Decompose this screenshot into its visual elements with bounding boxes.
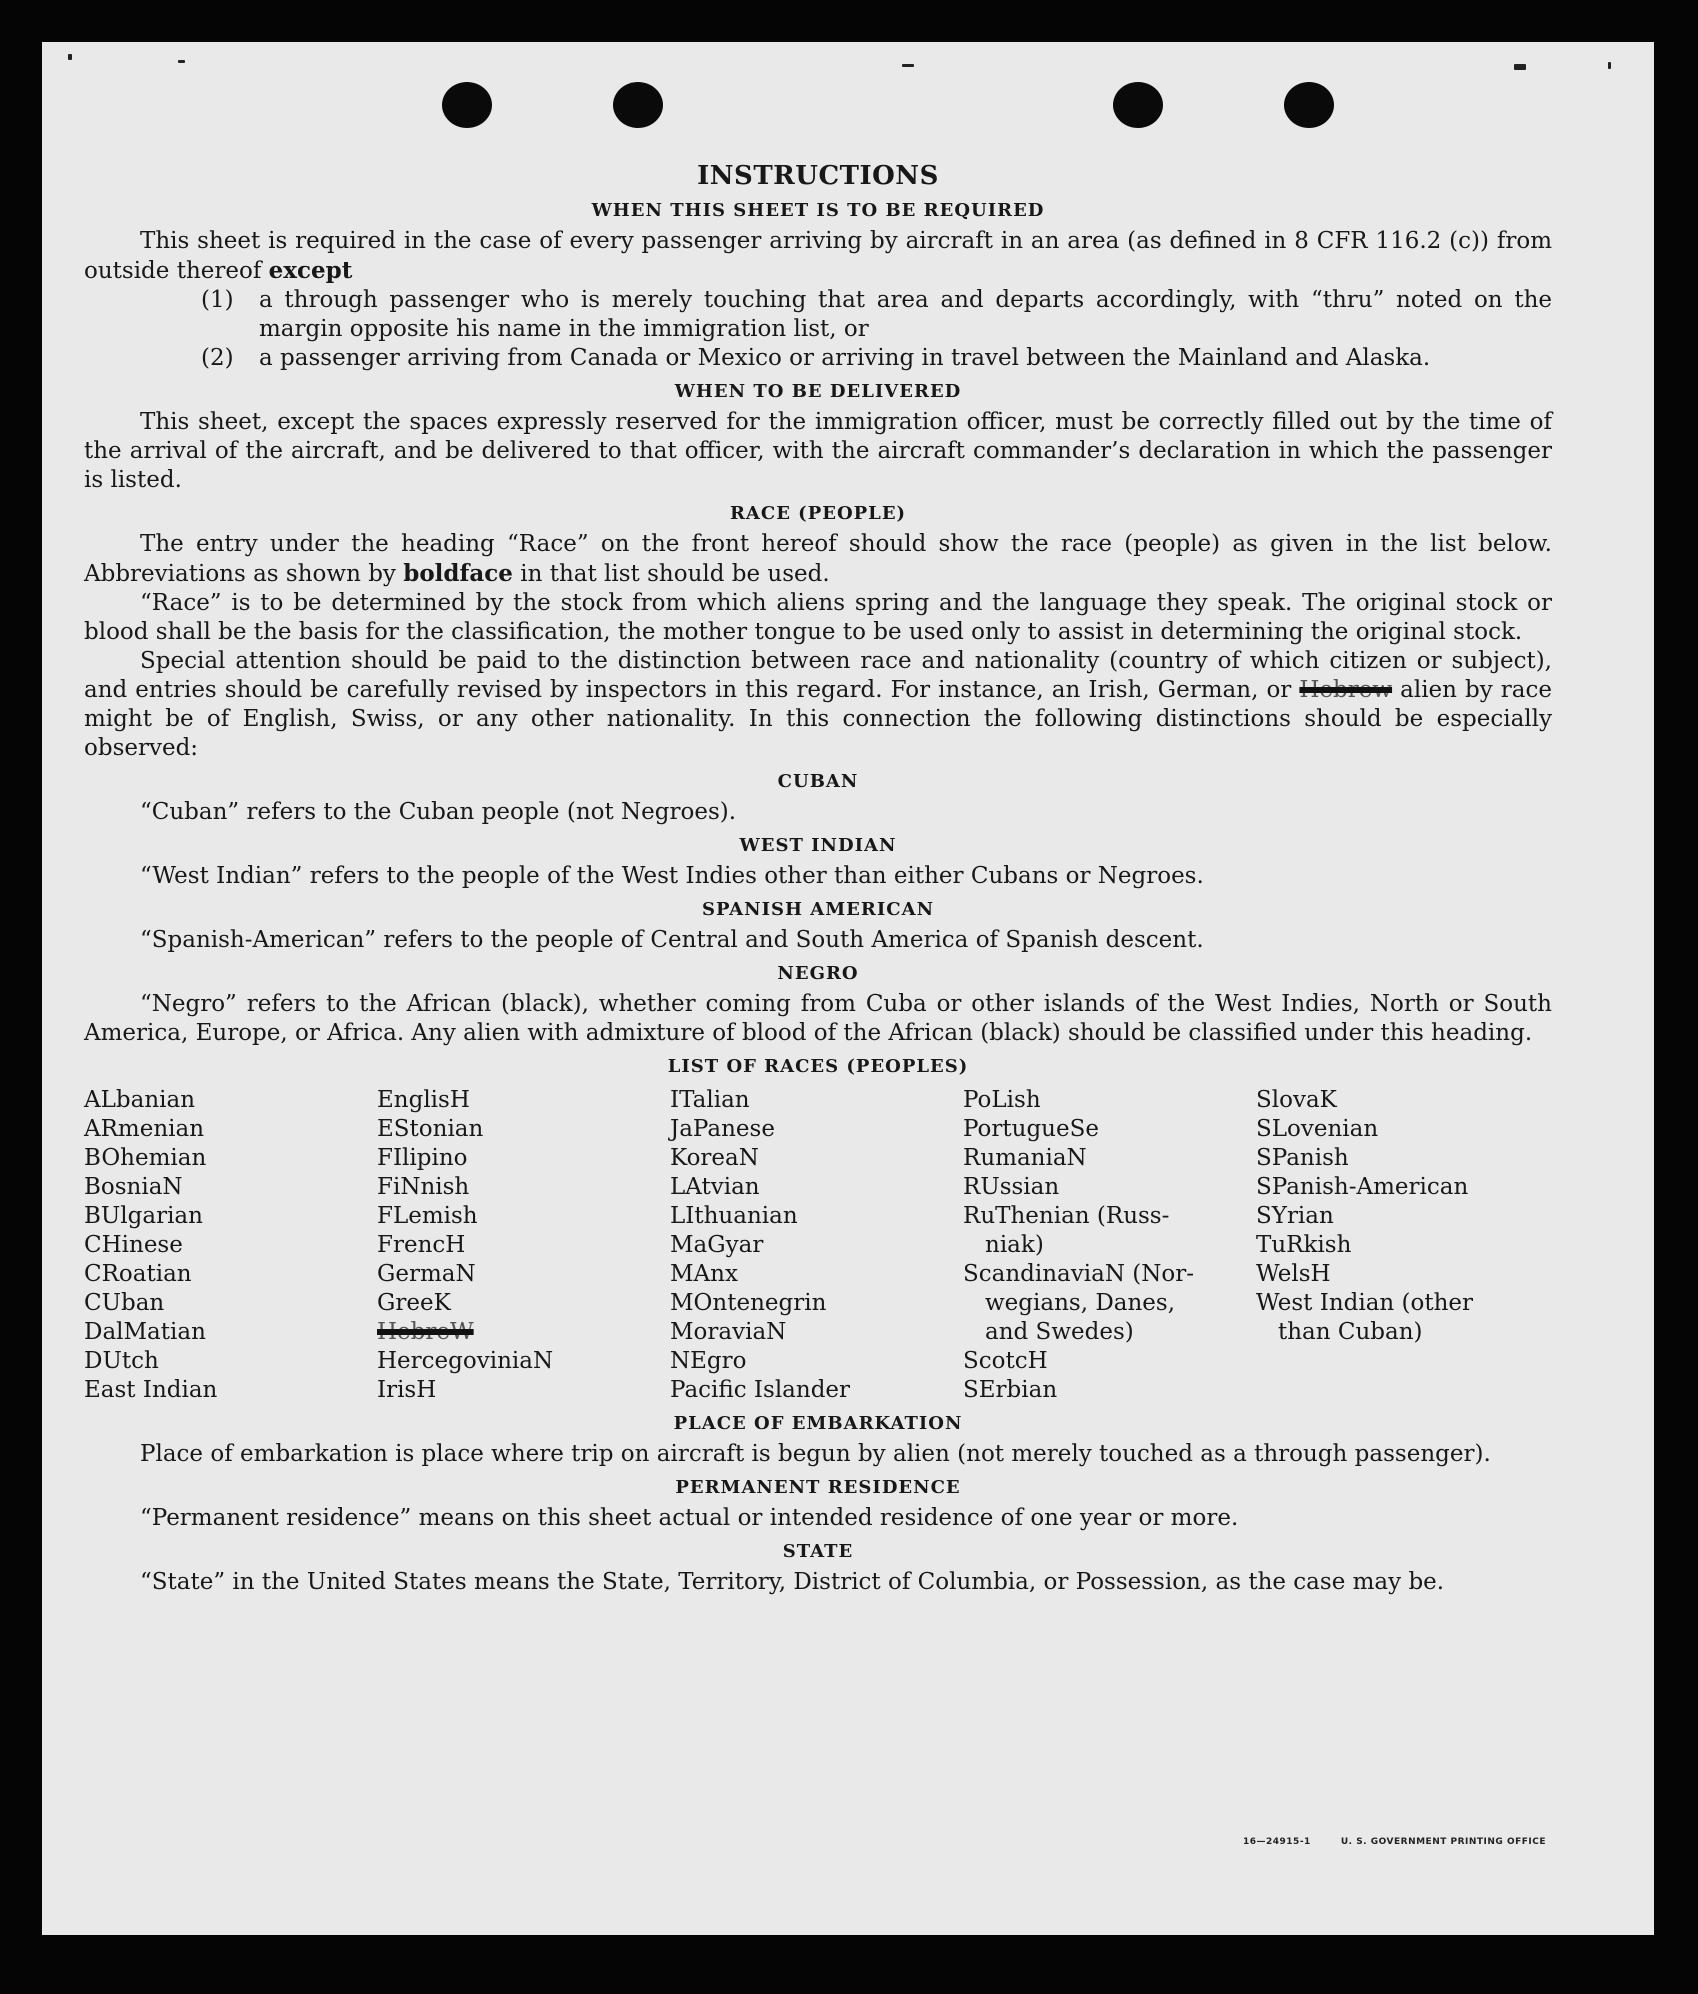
punch-hole xyxy=(1113,82,1163,128)
paragraph-cuban: “Cuban” refers to the Cuban people (not Negroes). xyxy=(140,799,737,825)
races-column-5 xyxy=(1256,1086,1549,1405)
race-entry: FiNnish xyxy=(377,1174,470,1200)
item-number: (2) xyxy=(201,345,234,371)
race-entry: Pacific Islander xyxy=(670,1377,851,1403)
races-column-2 xyxy=(377,1086,670,1405)
race-p3-b: alien by race might be of English, Swiss, or any other nationality. In this connection the following distinctions should be especially observed: xyxy=(84,677,1553,761)
race-entry: West Indian (other xyxy=(1256,1290,1474,1316)
heading-negro: NEGRO xyxy=(777,963,859,984)
item-number: (1) xyxy=(201,287,234,313)
race-entry: TuRkish xyxy=(1256,1232,1352,1258)
paragraph-required xyxy=(84,227,1552,286)
race-entry-continued: niak) xyxy=(985,1232,1044,1258)
race-entry: SPanish xyxy=(1256,1145,1349,1171)
form-number: 16—24915-1 xyxy=(1242,1837,1311,1847)
race-entry: SPanish-American xyxy=(1256,1174,1469,1200)
race-entry: CHinese xyxy=(84,1232,183,1258)
printer-name: U. S. GOVERNMENT PRINTING OFFICE xyxy=(1340,1837,1546,1847)
race-entry: WelsH xyxy=(1256,1261,1331,1287)
speck xyxy=(68,54,72,60)
race-entry: CRoatian xyxy=(84,1261,192,1287)
race-entry-continued: wegians, Danes, xyxy=(985,1290,1176,1316)
punch-hole xyxy=(613,82,663,128)
heading-delivered: WHEN TO BE DELIVERED xyxy=(674,381,962,402)
race-entry: LIthuanian xyxy=(670,1203,798,1229)
race-entry: MoraviaN xyxy=(670,1319,787,1345)
list-item xyxy=(84,286,1552,344)
document-sheet xyxy=(42,42,1654,1935)
race-entry: JaPanese xyxy=(670,1116,775,1142)
race-entry: MAnx xyxy=(670,1261,738,1287)
race-entry: BUlgarian xyxy=(84,1203,203,1229)
punch-hole xyxy=(1284,82,1334,128)
race-entry: DUtch xyxy=(84,1348,159,1374)
race-entry: RumaniaN xyxy=(963,1145,1087,1171)
race-entry: RUssian xyxy=(963,1174,1060,1200)
race-entry: FrencH xyxy=(377,1232,466,1258)
heading-west-indian: WEST INDIAN xyxy=(739,835,897,856)
paragraph-race-1 xyxy=(84,530,1552,589)
required-text: This sheet is required in the case of every passenger arriving by aircraft in an area (as defined in 8 CFR 116.2 (c)) from outside thereof xyxy=(84,228,1552,284)
race-entry: SlovaK xyxy=(1256,1087,1337,1113)
race-entry: ScandinaviaN (Nor- xyxy=(963,1261,1194,1287)
race-entry: IrisH xyxy=(377,1377,437,1403)
heading-embarkation: PLACE OF EMBARKATION xyxy=(673,1413,963,1434)
race-entry: SLovenian xyxy=(1256,1116,1379,1142)
race-p1-b: in that list should be used. xyxy=(520,561,830,587)
race-entry: CUban xyxy=(84,1290,165,1316)
printer-imprint xyxy=(1243,1837,1546,1847)
race-entry: East Indian xyxy=(84,1377,218,1403)
heading-residence: PERMANENT RESIDENCE xyxy=(675,1477,961,1498)
race-entry: GreeK xyxy=(377,1290,451,1316)
paragraph-spanish-american: “Spanish-American” refers to the people of Central and South America of Spanish descent. xyxy=(140,927,1204,953)
race-entry: NEgro xyxy=(670,1348,747,1374)
race-entry: FLemish xyxy=(377,1203,478,1229)
race-entry: SYrian xyxy=(1256,1203,1334,1229)
race-entry: PoLish xyxy=(963,1087,1041,1113)
race-entry: GermaN xyxy=(377,1261,476,1287)
paragraph-west-indian: “West Indian” refers to the people of the West Indies other than either Cubans or Negroes. xyxy=(140,863,1204,889)
race-entry: PortugueSe xyxy=(963,1116,1099,1142)
race-p3-a: Special attention should be paid to the distinction between race and nationality (country of which citizen or subject), and entries should be carefully revised by inspectors in this regard. For instance, an Irish, German, or xyxy=(84,648,1552,703)
race-entry: SErbian xyxy=(963,1377,1058,1403)
race-p1-a: The entry under the heading “Race” on the front hereof should show the race (people) as given in the list below. Abbreviations as shown by xyxy=(84,531,1552,587)
speck xyxy=(178,60,185,63)
races-column-3 xyxy=(670,1086,963,1405)
race-entry: HercegoviniaN xyxy=(377,1348,554,1374)
paragraph-state: “State” in the United States means the State, Territory, District of Columbia, or Possession, as the case may be. xyxy=(140,1569,1445,1595)
heading-list-of-races: LIST OF RACES (PEOPLES) xyxy=(667,1056,969,1077)
race-entry: MaGyar xyxy=(670,1232,764,1258)
punch-hole xyxy=(442,82,492,128)
paragraph-delivered: This sheet, except the spaces expressly reserved for the immigration officer, must be correctly filled out by the time of the arrival of the aircraft, and be delivered to that officer, with the aircraft commander’s declaration in which the passenger is listed. xyxy=(84,409,1552,493)
race-entry: BOhemian xyxy=(84,1145,207,1171)
speck xyxy=(1608,62,1611,69)
races-column-4 xyxy=(963,1086,1256,1405)
speck xyxy=(902,64,914,67)
race-entry-continued: and Swedes) xyxy=(985,1319,1134,1345)
races-list xyxy=(84,1086,1552,1405)
paragraph-race-3 xyxy=(84,647,1552,763)
list-item xyxy=(84,344,1552,373)
race-entry: EnglisH xyxy=(377,1087,470,1113)
race-entry: LAtvian xyxy=(670,1174,760,1200)
race-entry-continued: than Cuban) xyxy=(1278,1319,1423,1345)
race-entry-struck xyxy=(377,1318,670,1347)
heading-state: STATE xyxy=(782,1541,854,1562)
paragraph-race-2: “Race” is to be determined by the stock from which aliens spring and the language they speak. The original stock or blood shall be the basis for the classification, the mother tongue to be used only to assist in determining the original stock. xyxy=(84,590,1552,645)
race-entry: DalMatian xyxy=(84,1319,206,1345)
page-title: INSTRUCTIONS xyxy=(697,161,939,191)
paragraph-residence: “Permanent residence” means on this sheet actual or intended residence of one year or more. xyxy=(140,1505,1239,1531)
heading-race: RACE (PEOPLE) xyxy=(729,503,907,524)
race-entry: ITalian xyxy=(670,1087,750,1113)
paragraph-embarkation: Place of embarkation is place where trip on aircraft is begun by alien (not merely touched as a through passenger). xyxy=(140,1441,1491,1467)
struck-word: Hebrew xyxy=(1299,677,1393,703)
race-entry: ScotcH xyxy=(963,1348,1048,1374)
item-text: a passenger arriving from Canada or Mexico or arriving in travel between the Mainland and Alaska. xyxy=(259,345,1431,371)
item-text: a through passenger who is merely touching that area and departs accordingly, with “thru” noted on the margin opposite his name in the immigration list, or xyxy=(259,287,1552,342)
instructions-body xyxy=(84,160,1552,1597)
races-column-1 xyxy=(84,1086,377,1405)
race-entry: FIlipino xyxy=(377,1145,468,1171)
paragraph-negro: “Negro” refers to the African (black), whether coming from Cuba or other islands of the West Indies, North or South America, Europe, or Africa. Any alien with admixture of blood of the African (black) should be classified under this heading. xyxy=(84,991,1552,1046)
speck xyxy=(1514,64,1526,70)
race-entry: BosniaN xyxy=(84,1174,183,1200)
heading-spanish-american: SPANISH AMERICAN xyxy=(701,899,935,920)
heading-cuban: CUBAN xyxy=(777,771,859,792)
race-entry: ARmenian xyxy=(84,1116,205,1142)
race-p1-bold: boldface xyxy=(403,560,513,587)
race-entry: ALbanian xyxy=(84,1087,196,1113)
race-entry: RuThenian (Russ- xyxy=(963,1203,1170,1229)
race-entry: MOntenegrin xyxy=(670,1290,827,1316)
struck-word: HebreW xyxy=(377,1319,474,1345)
except-word: except xyxy=(268,257,353,284)
race-entry: EStonian xyxy=(377,1116,484,1142)
heading-required: WHEN THIS SHEET IS TO BE REQUIRED xyxy=(591,200,1045,221)
race-entry: KoreaN xyxy=(670,1145,759,1171)
